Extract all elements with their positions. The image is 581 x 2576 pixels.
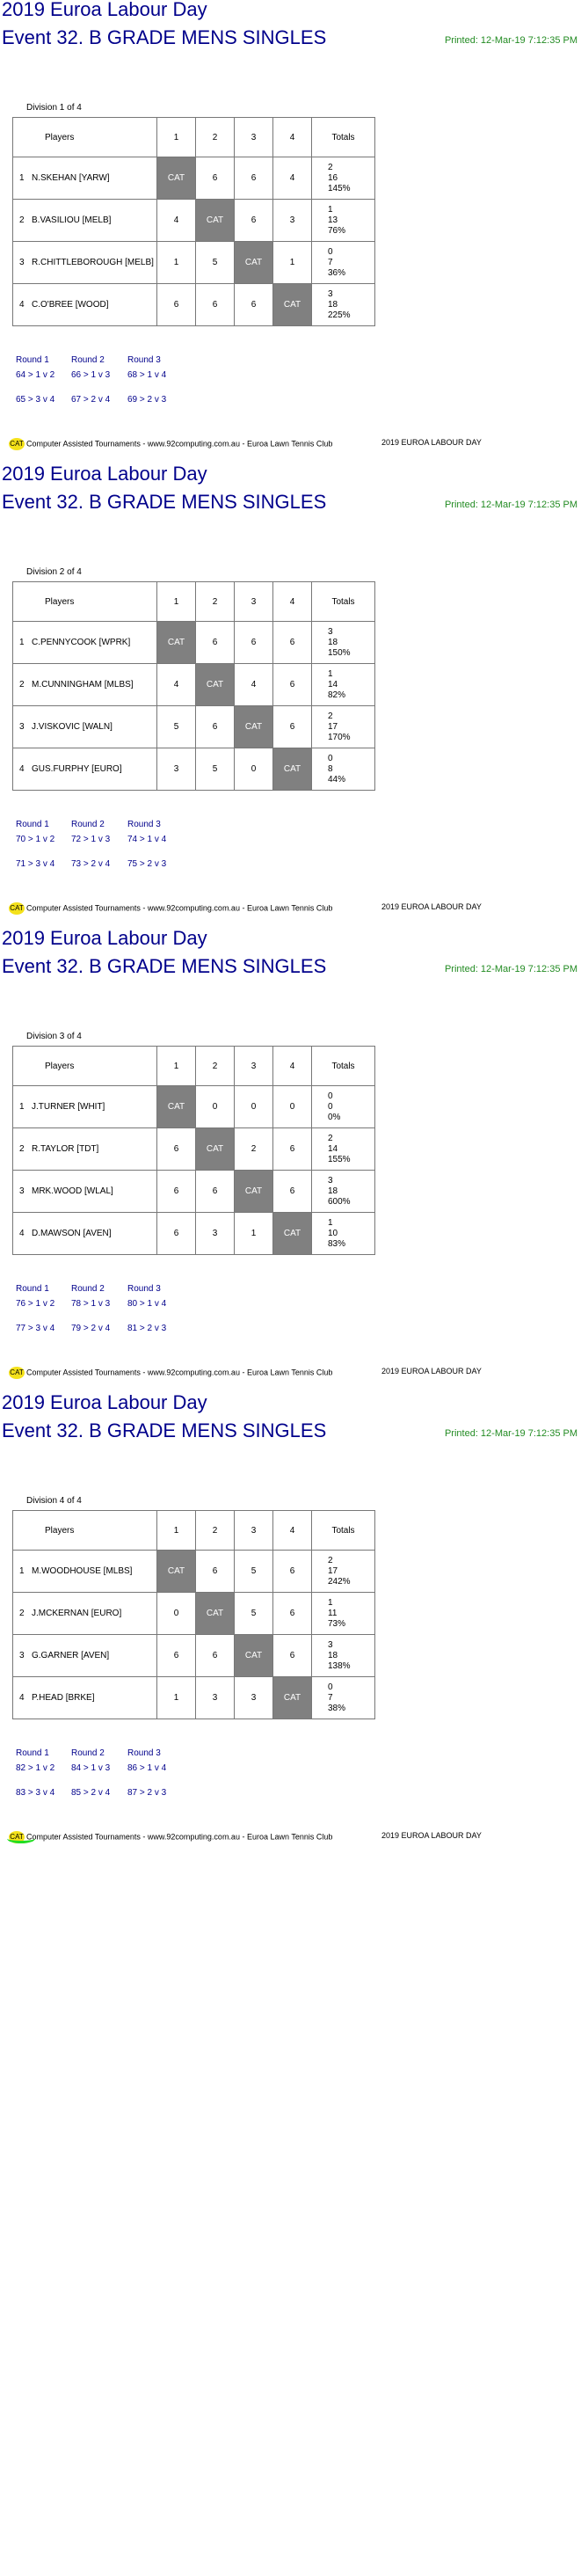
player-cell bbox=[13, 1128, 157, 1171]
score-cell: 6 bbox=[157, 1128, 196, 1171]
score-cell: 6 bbox=[273, 1551, 312, 1593]
score-cell: 4 bbox=[157, 664, 196, 706]
column-header: 3 bbox=[235, 118, 273, 157]
score-cell: 3 bbox=[157, 748, 196, 791]
player-cell bbox=[13, 157, 157, 200]
event-title: Event 32. B GRADE MENS SINGLES bbox=[2, 955, 327, 977]
results-table bbox=[12, 1046, 375, 1255]
score-cell: 3 bbox=[196, 1677, 235, 1719]
round-label: Round 3 bbox=[127, 355, 161, 365]
tournament-title: 2019 Euroa Labour Day bbox=[2, 0, 207, 20]
footer-event: 2019 EUROA LABOUR DAY bbox=[381, 902, 482, 911]
column-header: 3 bbox=[235, 1511, 273, 1551]
player-number: 1 bbox=[19, 1566, 25, 1576]
totals-value: 14 bbox=[328, 1143, 338, 1154]
table-header-row bbox=[13, 1511, 375, 1551]
table-header-row bbox=[13, 582, 375, 622]
match-link[interactable]: 81 > 2 v 3 bbox=[127, 1324, 167, 1333]
totals-value: 7 bbox=[328, 1692, 333, 1703]
totals-value: 0% bbox=[328, 1112, 341, 1122]
totals-value: 2 bbox=[328, 162, 333, 172]
score-cell: 1 bbox=[157, 242, 196, 284]
totals-value: 18 bbox=[328, 1186, 338, 1196]
player-cell bbox=[13, 706, 157, 748]
totals-cell bbox=[312, 1128, 375, 1171]
table-row bbox=[13, 1551, 375, 1593]
column-header: 3 bbox=[235, 582, 273, 622]
table-row bbox=[13, 1128, 375, 1171]
cat-cell: CAT bbox=[157, 157, 196, 200]
totals-cell bbox=[312, 200, 375, 242]
round-label: Round 1 bbox=[16, 355, 49, 365]
totals-value: 1 bbox=[328, 668, 333, 679]
totals-value: 3 bbox=[328, 626, 333, 637]
totals-value: 8 bbox=[328, 763, 333, 774]
score-cell: 6 bbox=[157, 1635, 196, 1677]
totals-cell bbox=[312, 1677, 375, 1719]
totals-value: 76% bbox=[328, 225, 346, 236]
column-header: 4 bbox=[273, 582, 312, 622]
round-label: Round 3 bbox=[127, 820, 161, 829]
totals-value: 2 bbox=[328, 1133, 333, 1143]
score-cell: 4 bbox=[157, 200, 196, 242]
page-footer bbox=[9, 438, 482, 450]
table-row bbox=[13, 622, 375, 664]
round-label: Round 3 bbox=[127, 1748, 161, 1758]
event-title: Event 32. B GRADE MENS SINGLES bbox=[2, 491, 327, 513]
player-number: 4 bbox=[19, 1229, 25, 1238]
table-row bbox=[13, 1677, 375, 1719]
match-link[interactable]: 87 > 2 v 3 bbox=[127, 1788, 167, 1798]
score-cell: 6 bbox=[235, 622, 273, 664]
score-cell: 6 bbox=[157, 1171, 196, 1213]
round-label: Round 2 bbox=[71, 1284, 105, 1294]
player-name: C.PENNYCOOK [WPRK] bbox=[32, 638, 131, 647]
totals-value: 0 bbox=[328, 753, 333, 763]
totals-cell bbox=[312, 1593, 375, 1635]
totals-cell bbox=[312, 748, 375, 791]
player-name: R.TAYLOR [TDT] bbox=[32, 1144, 99, 1154]
player-cell bbox=[13, 1635, 157, 1677]
player-cell bbox=[13, 664, 157, 706]
page-footer bbox=[9, 1831, 482, 1843]
totals-cell bbox=[312, 1551, 375, 1593]
totals-header: Totals bbox=[312, 1047, 375, 1086]
score-cell: 5 bbox=[196, 242, 235, 284]
score-cell: 6 bbox=[196, 622, 235, 664]
score-cell: 3 bbox=[273, 200, 312, 242]
totals-cell bbox=[312, 284, 375, 326]
round-label: Round 1 bbox=[16, 820, 49, 829]
cat-cell: CAT bbox=[157, 1086, 196, 1128]
totals-value: 82% bbox=[328, 690, 346, 700]
totals-value: 155% bbox=[328, 1154, 351, 1164]
column-header: 3 bbox=[235, 1047, 273, 1086]
score-cell: 0 bbox=[235, 748, 273, 791]
totals-value: 3 bbox=[328, 288, 333, 299]
match-link[interactable]: 73 > 2 v 4 bbox=[71, 859, 111, 869]
score-cell: 1 bbox=[157, 1677, 196, 1719]
totals-header: Totals bbox=[312, 1511, 375, 1551]
round-label: Round 2 bbox=[71, 355, 105, 365]
player-cell bbox=[13, 1213, 157, 1255]
player-number: 3 bbox=[19, 1651, 25, 1660]
event-title: Event 32. B GRADE MENS SINGLES bbox=[2, 26, 327, 48]
column-header: 4 bbox=[273, 1047, 312, 1086]
player-cell bbox=[13, 1677, 157, 1719]
cat-cell: CAT bbox=[273, 1213, 312, 1255]
totals-cell bbox=[312, 622, 375, 664]
totals-header: Totals bbox=[312, 118, 375, 157]
score-cell: 5 bbox=[235, 1551, 273, 1593]
match-link[interactable]: 84 > 1 v 3 bbox=[71, 1763, 111, 1773]
players-header: Players bbox=[13, 118, 157, 157]
match-link[interactable]: 80 > 1 v 4 bbox=[127, 1299, 167, 1309]
totals-value: 18 bbox=[328, 637, 338, 647]
score-cell: 1 bbox=[235, 1213, 273, 1255]
player-number: 3 bbox=[19, 722, 25, 732]
division-page bbox=[0, 1393, 581, 1857]
division-title: Division 1 of 4 bbox=[26, 103, 82, 113]
results-table bbox=[12, 581, 375, 791]
printed-timestamp: Printed: 12-Mar-19 7:12:35 PM bbox=[444, 1428, 577, 1439]
table-row bbox=[13, 200, 375, 242]
score-cell: 0 bbox=[273, 1086, 312, 1128]
totals-value: 0 bbox=[328, 1101, 333, 1112]
score-cell: 3 bbox=[196, 1213, 235, 1255]
cat-logo-icon: CAT bbox=[9, 902, 25, 915]
division-page bbox=[0, 464, 581, 929]
totals-value: 1 bbox=[328, 1217, 333, 1228]
score-cell: 6 bbox=[273, 622, 312, 664]
column-header: 1 bbox=[157, 1047, 196, 1086]
table-header-row bbox=[13, 118, 375, 157]
page-footer bbox=[9, 902, 482, 915]
printed-timestamp: Printed: 12-Mar-19 7:12:35 PM bbox=[444, 35, 577, 46]
totals-cell bbox=[312, 664, 375, 706]
score-cell: 6 bbox=[273, 1635, 312, 1677]
cat-cell: CAT bbox=[196, 200, 235, 242]
totals-value: 7 bbox=[328, 257, 333, 267]
table-row bbox=[13, 1213, 375, 1255]
score-cell: 6 bbox=[196, 706, 235, 748]
totals-value: 18 bbox=[328, 1650, 338, 1660]
footer-event: 2019 EUROA LABOUR DAY bbox=[381, 438, 482, 447]
match-link[interactable]: 65 > 3 v 4 bbox=[16, 395, 55, 405]
totals-cell bbox=[312, 157, 375, 200]
tournament-title: 2019 Euroa Labour Day bbox=[2, 463, 207, 485]
player-cell bbox=[13, 1593, 157, 1635]
match-link[interactable]: 76 > 1 v 2 bbox=[16, 1299, 55, 1309]
green-scribble-mark bbox=[7, 1834, 35, 1843]
totals-value: 16 bbox=[328, 172, 338, 183]
player-name: D.MAWSON [AVEN] bbox=[32, 1229, 112, 1238]
printed-timestamp: Printed: 12-Mar-19 7:12:35 PM bbox=[444, 964, 577, 974]
column-header: 2 bbox=[196, 1511, 235, 1551]
score-cell: 6 bbox=[196, 284, 235, 326]
cat-cell: CAT bbox=[196, 664, 235, 706]
column-header: 1 bbox=[157, 582, 196, 622]
match-link[interactable]: 69 > 2 v 3 bbox=[127, 395, 167, 405]
match-link[interactable]: 64 > 1 v 2 bbox=[16, 370, 55, 380]
footer-text: Computer Assisted Tournaments - www.92computing.com.au - Euroa Lawn Tennis Club bbox=[26, 1832, 333, 1842]
cat-cell: CAT bbox=[235, 242, 273, 284]
round-label: Round 2 bbox=[71, 1748, 105, 1758]
player-cell bbox=[13, 622, 157, 664]
totals-value: 225% bbox=[328, 310, 351, 320]
column-header: 2 bbox=[196, 582, 235, 622]
player-name: P.HEAD [BRKE] bbox=[32, 1693, 95, 1703]
tournament-title: 2019 Euroa Labour Day bbox=[2, 1391, 207, 1413]
cat-cell: CAT bbox=[273, 284, 312, 326]
printed-timestamp: Printed: 12-Mar-19 7:12:35 PM bbox=[444, 500, 577, 510]
table-row bbox=[13, 242, 375, 284]
footer-text: Computer Assisted Tournaments - www.92computing.com.au - Euroa Lawn Tennis Club bbox=[26, 439, 333, 449]
score-cell: 6 bbox=[235, 157, 273, 200]
score-cell: 0 bbox=[235, 1086, 273, 1128]
score-cell: 4 bbox=[273, 157, 312, 200]
totals-cell bbox=[312, 1213, 375, 1255]
division-page bbox=[0, 0, 581, 464]
player-name: J.VISKOVIC [WALN] bbox=[32, 722, 113, 732]
player-number: 2 bbox=[19, 680, 25, 690]
totals-value: 13 bbox=[328, 215, 338, 225]
player-number: 1 bbox=[19, 173, 25, 183]
table-row bbox=[13, 157, 375, 200]
totals-header: Totals bbox=[312, 582, 375, 622]
score-cell: 5 bbox=[235, 1593, 273, 1635]
score-cell: 6 bbox=[273, 1593, 312, 1635]
player-name: GUS.FURPHY [EURO] bbox=[32, 764, 122, 774]
match-link[interactable]: 75 > 2 v 3 bbox=[127, 859, 167, 869]
cat-cell: CAT bbox=[235, 1635, 273, 1677]
player-name: M.WOODHOUSE [MLBS] bbox=[32, 1566, 133, 1576]
player-name: R.CHITTLEBOROUGH [MELB] bbox=[32, 258, 154, 267]
totals-value: 2 bbox=[328, 711, 333, 721]
cat-cell: CAT bbox=[157, 622, 196, 664]
players-header: Players bbox=[13, 582, 157, 622]
score-cell: 4 bbox=[235, 664, 273, 706]
totals-value: 145% bbox=[328, 183, 351, 193]
players-header: Players bbox=[13, 1047, 157, 1086]
score-cell: 6 bbox=[273, 664, 312, 706]
table-row bbox=[13, 1635, 375, 1677]
totals-value: 18 bbox=[328, 299, 338, 310]
totals-value: 242% bbox=[328, 1576, 351, 1587]
cat-cell: CAT bbox=[273, 748, 312, 791]
totals-value: 1 bbox=[328, 1597, 333, 1608]
score-cell: 6 bbox=[157, 1213, 196, 1255]
totals-value: 2 bbox=[328, 1555, 333, 1565]
footer-text: Computer Assisted Tournaments - www.92computing.com.au - Euroa Lawn Tennis Club bbox=[26, 903, 333, 913]
table-row bbox=[13, 284, 375, 326]
cat-cell: CAT bbox=[235, 1171, 273, 1213]
score-cell: 3 bbox=[235, 1677, 273, 1719]
player-number: 2 bbox=[19, 215, 25, 225]
match-link[interactable]: 66 > 1 v 3 bbox=[71, 370, 111, 380]
division-page bbox=[0, 929, 581, 1393]
table-row bbox=[13, 706, 375, 748]
match-link[interactable]: 79 > 2 v 4 bbox=[71, 1324, 111, 1333]
match-link[interactable]: 85 > 2 v 4 bbox=[71, 1788, 111, 1798]
totals-value: 73% bbox=[328, 1618, 346, 1629]
player-name: C.O'BREE [WOOD] bbox=[32, 300, 109, 310]
match-link[interactable]: 82 > 1 v 2 bbox=[16, 1763, 55, 1773]
totals-cell bbox=[312, 1171, 375, 1213]
cat-logo-icon: CAT bbox=[9, 1831, 25, 1843]
match-link[interactable]: 68 > 1 v 4 bbox=[127, 370, 167, 380]
totals-value: 83% bbox=[328, 1238, 346, 1249]
player-cell bbox=[13, 748, 157, 791]
cat-cell: CAT bbox=[235, 706, 273, 748]
table-row bbox=[13, 748, 375, 791]
player-name: J.MCKERNAN [EURO] bbox=[32, 1609, 122, 1618]
totals-value: 150% bbox=[328, 647, 351, 658]
match-link[interactable]: 86 > 1 v 4 bbox=[127, 1763, 167, 1773]
totals-value: 38% bbox=[328, 1703, 346, 1713]
cat-cell: CAT bbox=[273, 1677, 312, 1719]
player-number: 1 bbox=[19, 1102, 25, 1112]
totals-value: 11 bbox=[328, 1608, 338, 1618]
score-cell: 6 bbox=[273, 706, 312, 748]
totals-value: 10 bbox=[328, 1228, 338, 1238]
score-cell: 6 bbox=[157, 284, 196, 326]
column-header: 1 bbox=[157, 1511, 196, 1551]
score-cell: 2 bbox=[235, 1128, 273, 1171]
player-cell bbox=[13, 242, 157, 284]
totals-value: 0 bbox=[328, 1682, 333, 1692]
column-header: 4 bbox=[273, 1511, 312, 1551]
player-number: 4 bbox=[19, 1693, 25, 1703]
totals-cell bbox=[312, 242, 375, 284]
match-link[interactable]: 72 > 1 v 3 bbox=[71, 835, 111, 844]
player-name: M.CUNNINGHAM [MLBS] bbox=[32, 680, 134, 690]
column-header: 2 bbox=[196, 118, 235, 157]
player-number: 3 bbox=[19, 1186, 25, 1196]
table-header-row bbox=[13, 1047, 375, 1086]
table-row bbox=[13, 1171, 375, 1213]
totals-value: 36% bbox=[328, 267, 346, 278]
totals-value: 14 bbox=[328, 679, 338, 690]
players-header: Players bbox=[13, 1511, 157, 1551]
cat-cell: CAT bbox=[157, 1551, 196, 1593]
player-name: MRK.WOOD [WLAL] bbox=[32, 1186, 113, 1196]
score-cell: 0 bbox=[196, 1086, 235, 1128]
totals-value: 17 bbox=[328, 1565, 338, 1576]
player-name: G.GARNER [AVEN] bbox=[32, 1651, 110, 1660]
score-cell: 6 bbox=[196, 1171, 235, 1213]
score-cell: 6 bbox=[196, 1635, 235, 1677]
totals-value: 1 bbox=[328, 204, 333, 215]
totals-value: 170% bbox=[328, 732, 351, 742]
player-cell bbox=[13, 200, 157, 242]
player-cell bbox=[13, 1086, 157, 1128]
score-cell: 6 bbox=[273, 1171, 312, 1213]
cat-logo-icon: CAT bbox=[9, 438, 25, 450]
player-cell bbox=[13, 1551, 157, 1593]
match-link[interactable]: 74 > 1 v 4 bbox=[127, 835, 167, 844]
score-cell: 6 bbox=[273, 1128, 312, 1171]
division-title: Division 2 of 4 bbox=[26, 567, 82, 577]
totals-cell bbox=[312, 1086, 375, 1128]
round-label: Round 3 bbox=[127, 1284, 161, 1294]
score-cell: 1 bbox=[273, 242, 312, 284]
totals-value: 3 bbox=[328, 1639, 333, 1650]
score-cell: 5 bbox=[157, 706, 196, 748]
results-table bbox=[12, 1510, 375, 1719]
table-row bbox=[13, 1593, 375, 1635]
score-cell: 6 bbox=[235, 200, 273, 242]
footer-text: Computer Assisted Tournaments - www.92computing.com.au - Euroa Lawn Tennis Club bbox=[26, 1368, 333, 1377]
results-table bbox=[12, 117, 375, 326]
page-footer bbox=[9, 1367, 482, 1379]
player-number: 2 bbox=[19, 1144, 25, 1154]
tournament-title: 2019 Euroa Labour Day bbox=[2, 927, 207, 949]
cat-logo-icon: CAT bbox=[9, 1367, 25, 1379]
player-number: 4 bbox=[19, 300, 25, 310]
footer-event: 2019 EUROA LABOUR DAY bbox=[381, 1831, 482, 1840]
totals-value: 0 bbox=[328, 246, 333, 257]
division-title: Division 4 of 4 bbox=[26, 1496, 82, 1506]
player-cell bbox=[13, 1171, 157, 1213]
player-number: 3 bbox=[19, 258, 25, 267]
match-link[interactable]: 83 > 3 v 4 bbox=[16, 1788, 55, 1798]
player-name: J.TURNER [WHIT] bbox=[32, 1102, 105, 1112]
column-header: 1 bbox=[157, 118, 196, 157]
totals-value: 600% bbox=[328, 1196, 351, 1207]
match-link[interactable]: 78 > 1 v 3 bbox=[71, 1299, 111, 1309]
cat-cell: CAT bbox=[196, 1128, 235, 1171]
match-link[interactable]: 70 > 1 v 2 bbox=[16, 835, 55, 844]
match-link[interactable]: 71 > 3 v 4 bbox=[16, 859, 55, 869]
score-cell: 0 bbox=[157, 1593, 196, 1635]
totals-cell bbox=[312, 1635, 375, 1677]
score-cell: 6 bbox=[196, 157, 235, 200]
totals-value: 0 bbox=[328, 1091, 333, 1101]
totals-value: 3 bbox=[328, 1175, 333, 1186]
totals-value: 17 bbox=[328, 721, 338, 732]
player-name: N.SKEHAN [YARW] bbox=[32, 173, 110, 183]
event-title: Event 32. B GRADE MENS SINGLES bbox=[2, 1419, 327, 1441]
player-number: 1 bbox=[19, 638, 25, 647]
score-cell: 6 bbox=[235, 284, 273, 326]
match-link[interactable]: 67 > 2 v 4 bbox=[71, 395, 111, 405]
player-cell bbox=[13, 284, 157, 326]
table-row bbox=[13, 664, 375, 706]
player-number: 2 bbox=[19, 1609, 25, 1618]
totals-value: 44% bbox=[328, 774, 346, 784]
cat-cell: CAT bbox=[196, 1593, 235, 1635]
table-row bbox=[13, 1086, 375, 1128]
footer-event: 2019 EUROA LABOUR DAY bbox=[381, 1367, 482, 1376]
column-header: 2 bbox=[196, 1047, 235, 1086]
totals-cell bbox=[312, 706, 375, 748]
round-label: Round 2 bbox=[71, 820, 105, 829]
score-cell: 6 bbox=[196, 1551, 235, 1593]
match-link[interactable]: 77 > 3 v 4 bbox=[16, 1324, 55, 1333]
player-number: 4 bbox=[19, 764, 25, 774]
division-title: Division 3 of 4 bbox=[26, 1032, 82, 1041]
round-label: Round 1 bbox=[16, 1748, 49, 1758]
column-header: 4 bbox=[273, 118, 312, 157]
player-name: B.VASILIOU [MELB] bbox=[32, 215, 112, 225]
totals-value: 138% bbox=[328, 1660, 351, 1671]
round-label: Round 1 bbox=[16, 1284, 49, 1294]
score-cell: 5 bbox=[196, 748, 235, 791]
